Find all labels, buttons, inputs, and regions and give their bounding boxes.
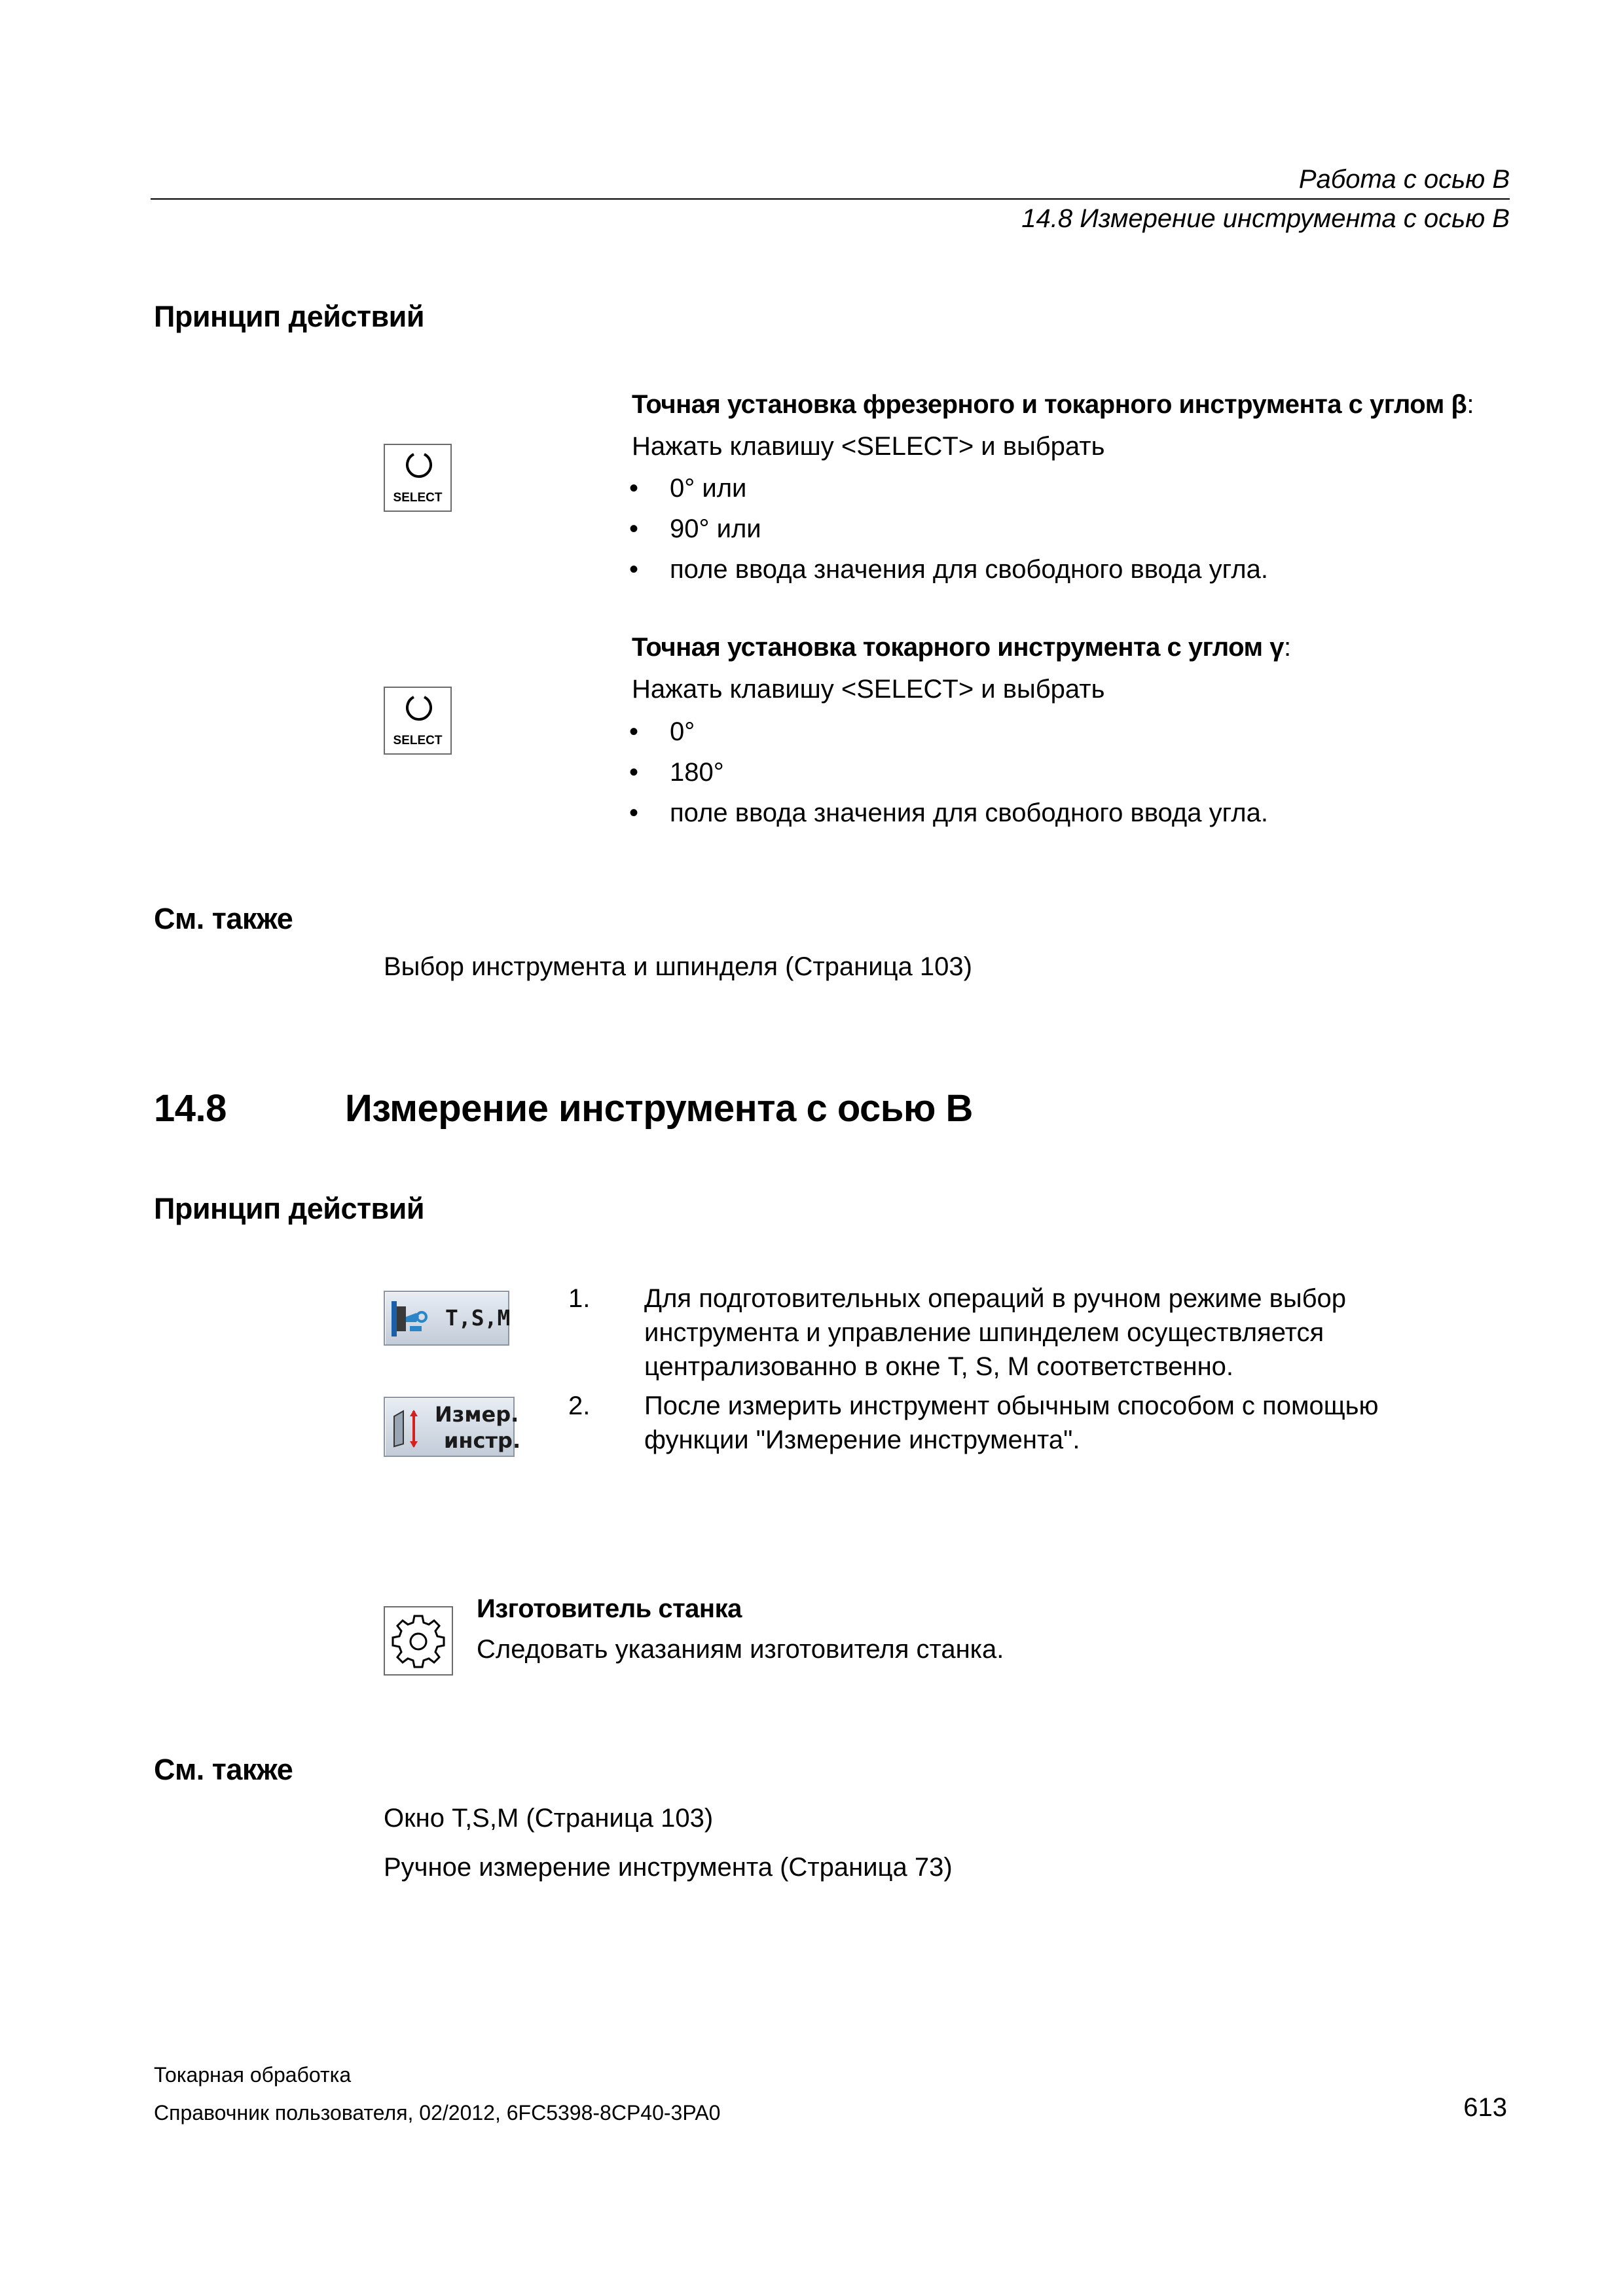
- page-number: 613: [1463, 2093, 1507, 2122]
- note-text: Следовать указаниям изготовителя станка.: [477, 1635, 1004, 1664]
- bullet-icon: •: [629, 555, 639, 584]
- beta-title-text: Точная установка фрезерного и токарного инструмента с углом β: [632, 390, 1467, 419]
- select-key-icon: [384, 687, 452, 755]
- select-key-label: SELECT: [393, 734, 443, 747]
- list-item: • 0°: [670, 711, 1268, 752]
- step-number: 1.: [568, 1284, 591, 1313]
- note-title: Изготовитель станка: [477, 1594, 742, 1623]
- bullet-icon: •: [629, 798, 639, 827]
- principle-heading: Принцип действий: [154, 300, 424, 333]
- beta-options: [629, 468, 1268, 590]
- bullet-icon: •: [629, 474, 639, 503]
- gamma-instruction: Нажать клавишу <SELECT> и выбрать: [632, 675, 1105, 704]
- footer-line2: Справочник пользователя, 02/2012, 6FC5398-8CP40-3PA0: [154, 2101, 721, 2125]
- bullet-icon: •: [629, 514, 639, 543]
- measure-tool-icon: [390, 1407, 423, 1450]
- gamma-title-text: Точная установка токарного инструмента с углом γ: [632, 633, 1284, 662]
- list-item: • поле ввода значения для свободного ввода угла.: [670, 549, 1268, 590]
- see-also-link[interactable]: Выбор инструмента и шпинделя (Страница 103): [384, 952, 972, 981]
- gamma-options: [629, 711, 1268, 833]
- beta-instruction: Нажать клавишу <SELECT> и выбрать: [632, 432, 1105, 461]
- see-also-heading: См. также: [154, 1753, 293, 1786]
- see-also-heading: См. также: [154, 902, 293, 935]
- list-item: • поле ввода значения для свободного ввода угла.: [670, 793, 1268, 833]
- header-chapter: Работа с осью B: [1298, 165, 1510, 194]
- header-rule: [151, 198, 1510, 200]
- step-1-text: Для подготовительных операций в ручном режиме выбор инструмента и управление шпинделем осуществляется централизованно в окне T, S, M соответственно.: [644, 1284, 1346, 1381]
- tsm-softkey-label: T,S,M: [445, 1305, 511, 1331]
- step-number: 2.: [568, 1391, 591, 1420]
- list-item: • 180°: [670, 752, 1268, 793]
- select-key-icon: [384, 444, 452, 512]
- select-key-arrow-icon: [403, 693, 435, 725]
- tsm-softkey: [384, 1291, 509, 1346]
- gear-shape-icon: [385, 1607, 452, 1674]
- beta-title-colon: :: [1467, 390, 1474, 419]
- bullet-icon: •: [629, 758, 639, 787]
- footer-line1: Токарная обработка: [154, 2063, 352, 2087]
- step-2-text: После измерить инструмент обычным способом с помощью функции "Измерение инструмента".: [644, 1391, 1379, 1454]
- bullet-icon: •: [629, 717, 639, 746]
- tool-spindle-icon: [390, 1297, 431, 1340]
- select-key-label: SELECT: [393, 491, 443, 505]
- section-number: 14.8: [154, 1087, 227, 1130]
- measure-tool-softkey: [384, 1397, 521, 1457]
- gamma-title: [632, 633, 1291, 662]
- beta-title: [632, 390, 1474, 420]
- see-also-link[interactable]: Ручное измерение инструмента (Страница 73): [384, 1853, 953, 1882]
- measure-softkey-label-line2: инстр.: [444, 1428, 521, 1453]
- see-also-link[interactable]: Окно T,S,M (Страница 103): [384, 1804, 714, 1833]
- select-key-arrow-icon: [403, 450, 435, 482]
- section-title: Измерение инструмента с осью B: [345, 1087, 973, 1130]
- principle-heading: Принцип действий: [154, 1192, 424, 1225]
- list-item: • 0° или: [670, 468, 1268, 509]
- gamma-title-colon: :: [1283, 633, 1291, 662]
- header-section: 14.8 Измерение инструмента с осью B: [1021, 204, 1510, 233]
- measure-softkey-label-line1: Измер.: [435, 1402, 519, 1427]
- list-item: • 90° или: [670, 509, 1268, 549]
- gear-icon: [384, 1606, 453, 1676]
